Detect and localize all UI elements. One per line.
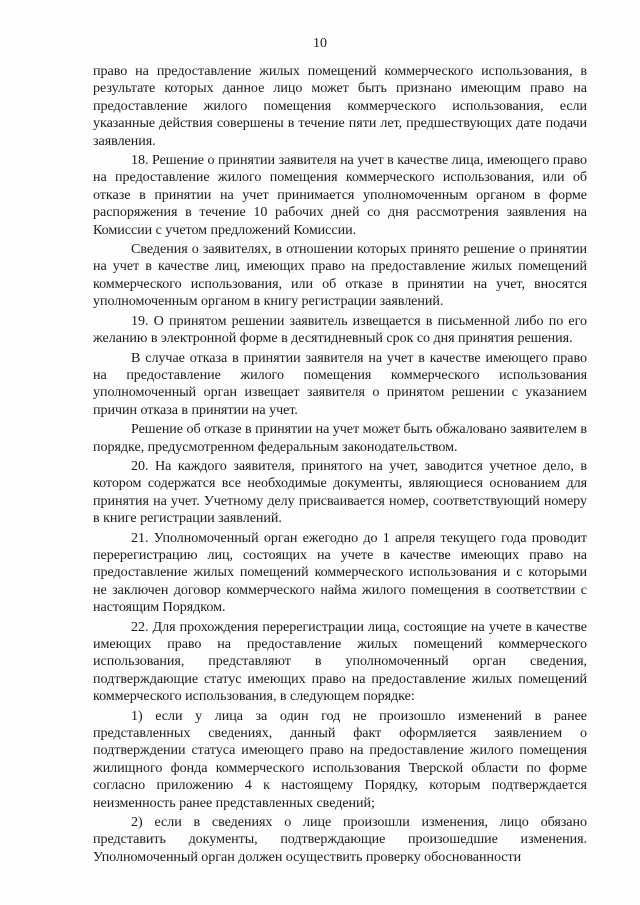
paragraph-22: 22. Для прохождения перерегистрации лица, состоящие на учете в качестве имеющих право на предоставление жилых помещений коммерческого использования, представляют в уполномоченный орган сведения, подтверждающие статус имеющих право на предоставление жилых помещений коммерческого использования, в следующем порядке:: [93, 618, 587, 705]
document-body: [93, 63, 587, 868]
paragraph-22-item-2: 2) если в сведениях о лице произошли изменения, лицо обязано представить документы, подтверждающие произошедшие изменения. Уполномоченный орган должен осуществить проверку обоснованности: [93, 814, 587, 865]
paragraph-19-appeal: Решение об отказе в принятии на учет может быть обжаловано заявителем в порядке, предусмотренном федеральным законодательством.: [93, 421, 587, 455]
paragraph-19: 19. О принятом решении заявитель извещается в письменной либо по его желанию в электронной форме в десятидневный срок со дня принятия решения.: [93, 312, 587, 347]
paragraph-18: 18. Решение о принятии заявителя на учет в качестве лица, имеющего право на предоставление жилого помещения коммерческого использования, или об отказе в принятии на учет принимается уполномоченным органом в форме распоряжения в течение 10 рабочих дней со дня рассмотрения заявления на Комиссии с учетом предложений Комиссии.: [93, 152, 587, 238]
paragraph-20: 20. На каждого заявителя, принятого на учет, заводится учетное дело, в котором содержатся все необходимые документы, являющиеся основанием для принятия на учет. Учетному делу присваивается номер, соответствующий номеру в книге регистрации заявлений.: [93, 457, 587, 527]
paragraph-22-item-1: 1) если у лица за один год не произошло изменений в ранее представленных сведениях, данный факт оформляется заявлением о подтверждении статуса имеющего право на предоставление жилого помещения жилищного фонда коммерческого использования Тверской области по форме согласно приложению 4 к настоящему Порядку, которым подтверждается неизменность ранее представленных сведений;: [93, 707, 587, 811]
page-number: 10: [313, 36, 327, 51]
paragraph-18-registry: Сведения о заявителях, в отношении которых принято решение о принятии на учет в качестве лиц, имеющих право на предоставление жилых помещений коммерческого использования, или об отказе в принятии на учет, вносятся уполномоченным органом в книгу регистрации заявлений.: [93, 241, 587, 310]
paragraph-19-refusal-notice: В случае отказа в принятии заявителя на учет в качестве имеющего право на предоставление жилого помещения коммерческого использования уполномоченный орган извещает заявителя о принятом решении с указанием причин отказа в принятии на учет.: [93, 349, 587, 418]
paragraph-21: 21. Уполномоченный орган ежегодно до 1 апреля текущего года проводит перерегистрацию лиц, состоящих на учете в качестве имеющих право на предоставление жилых помещений коммерческого использования и с которыми не заключен договор коммерческого найма жилого помещения в соответствии с настоящим Порядком.: [93, 529, 587, 616]
paragraph-continuation: право на предоставление жилых помещений коммерческого использования, в результате которых данное лицо может быть признано имеющим право на предоставление жилого помещения коммерческого использования, если указанные действия совершены в течение пяти лет, предшествующих дате подачи заявления.: [93, 63, 587, 149]
